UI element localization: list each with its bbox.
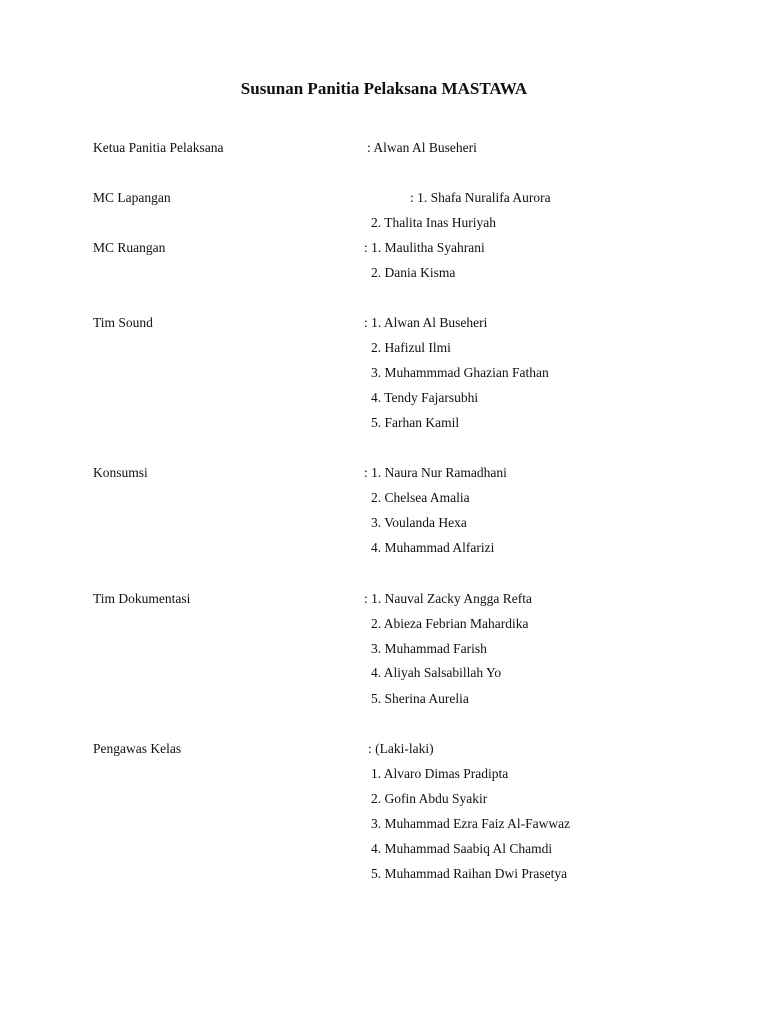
section-label-konsumsi: Konsumsi <box>93 465 148 480</box>
section-label-mc-ruangan: MC Ruangan <box>93 240 166 255</box>
section-konsumsi-line-2: 2. Chelsea Amalia <box>371 490 470 505</box>
section-label-tim-sound: Tim Sound <box>93 315 153 330</box>
section-ketua-line-1: : Alwan Al Buseheri <box>367 140 477 155</box>
section-mc-lapangan-line-1: : 1. Shafa Nuralifa Aurora <box>410 190 551 205</box>
section-pengawas-kelas-line-6: 5. Muhammad Raihan Dwi Prasetya <box>371 866 568 881</box>
section-mc-lapangan-line-2: 2. Thalita Inas Huriyah <box>371 215 496 230</box>
section-label-tim-dokumentasi: Tim Dokumentasi <box>93 591 191 606</box>
section-mc-ruangan-line-2: 2. Dania Kisma <box>371 265 456 280</box>
section-pengawas-kelas-line-5: 4. Muhammad Saabiq Al Chamdi <box>371 841 553 856</box>
section-pengawas-kelas-line-3: 2. Gofin Abdu Syakir <box>371 791 488 806</box>
section-tim-sound-line-4: 4. Tendy Fajarsubhi <box>371 390 479 405</box>
section-pengawas-kelas-line-1: : (Laki-laki) <box>368 741 434 756</box>
section-konsumsi-line-4: 4. Muhammad Alfarizi <box>371 540 495 555</box>
section-pengawas-kelas-line-2: 1. Alvaro Dimas Pradipta <box>371 766 509 781</box>
section-konsumsi-line-3: 3. Voulanda Hexa <box>371 515 467 530</box>
section-label-pengawas-kelas: Pengawas Kelas <box>93 741 182 756</box>
section-tim-dokumentasi-line-5: 5. Sherina Aurelia <box>371 691 469 706</box>
section-tim-dokumentasi-line-4: 4. Aliyah Salsabillah Yo <box>371 665 502 680</box>
section-tim-sound-line-2: 2. Hafizul Ilmi <box>371 340 451 355</box>
section-tim-dokumentasi-line-2: 2. Abieza Febrian Mahardika <box>371 616 529 631</box>
section-label-mc-lapangan: MC Lapangan <box>93 190 171 205</box>
section-tim-sound-line-1: : 1. Alwan Al Buseheri <box>364 315 488 330</box>
section-mc-ruangan-line-1: : 1. Maulitha Syahrani <box>364 240 485 255</box>
section-pengawas-kelas-line-4: 3. Muhammad Ezra Faiz Al-Fawwaz <box>371 816 571 831</box>
section-tim-sound-line-5: 5. Farhan Kamil <box>371 415 460 430</box>
section-label-ketua: Ketua Panitia Pelaksana <box>93 140 224 155</box>
section-konsumsi-line-1: : 1. Naura Nur Ramadhani <box>364 465 507 480</box>
section-tim-dokumentasi-line-1: : 1. Nauval Zacky Angga Refta <box>364 591 532 606</box>
section-tim-sound-line-3: 3. Muhammmad Ghazian Fathan <box>371 365 549 380</box>
document-title: Susunan Panitia Pelaksana MASTAWA <box>240 79 528 98</box>
section-tim-dokumentasi-line-3: 3. Muhammad Farish <box>371 641 487 656</box>
